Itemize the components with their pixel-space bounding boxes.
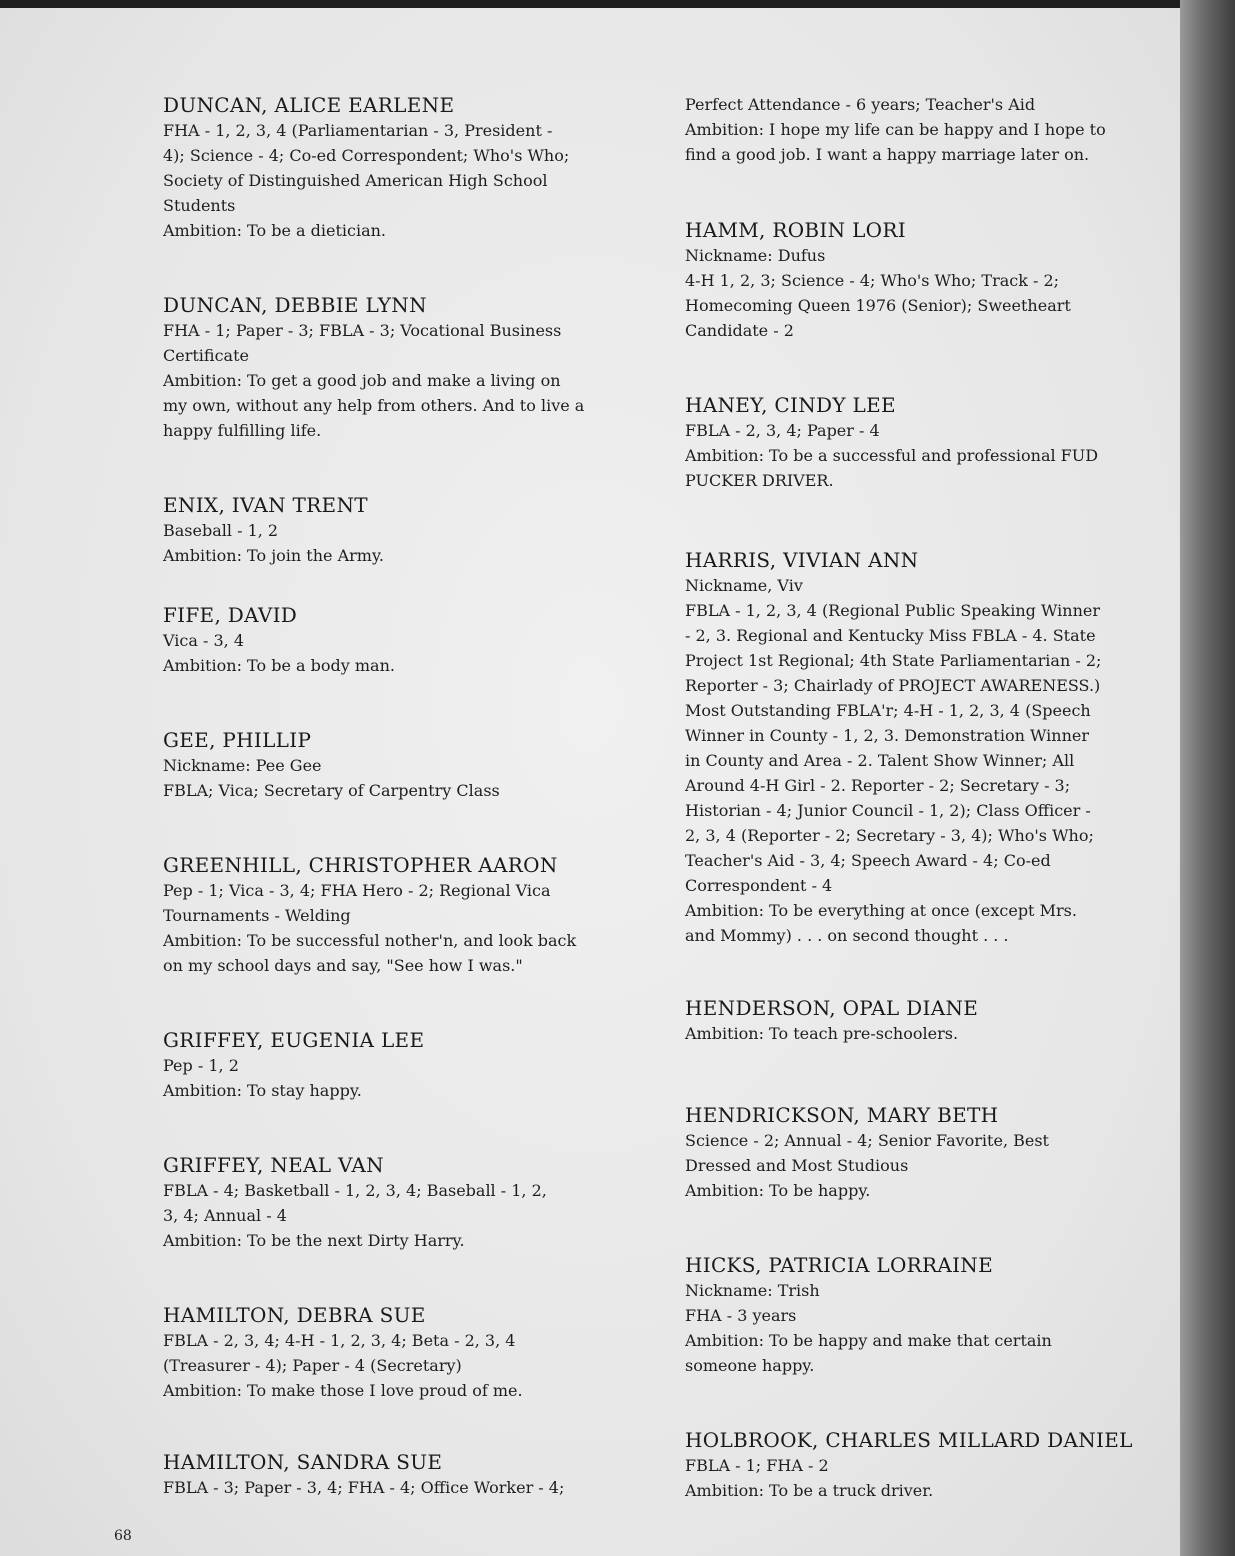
student-name: HANEY, CINDY LEE: [685, 393, 896, 417]
student-entry: [685, 1252, 1160, 1378]
student-detail-line: Ambition: To be a body man.: [163, 656, 395, 675]
student-entry: [685, 392, 1160, 493]
student-detail-line: on my school days and say, "See how I was.": [163, 956, 523, 975]
student-entry: [685, 1427, 1160, 1503]
student-name: HICKS, PATRICIA LORRAINE: [685, 1253, 994, 1277]
student-detail-line: someone happy.: [685, 1356, 815, 1375]
student-entry: [163, 292, 643, 443]
student-detail-line: FHA - 1, 2, 3, 4 (Parliamentarian - 3, President -: [163, 121, 553, 140]
student-detail-line: FBLA - 3; Paper - 3, 4; FHA - 4; Office Worker - 4;: [163, 1478, 565, 1497]
student-detail-line: Ambition: To be a successful and professional FUD: [685, 446, 1099, 465]
student-name: GRIFFEY, NEAL VAN: [163, 1153, 384, 1177]
student-name: HARRIS, VIVIAN ANN: [685, 548, 919, 572]
student-detail-line: FBLA - 1, 2, 3, 4 (Regional Public Speaking Winner: [685, 601, 1100, 620]
student-detail-line: (Treasurer - 4); Paper - 4 (Secretary): [163, 1356, 462, 1375]
student-entry: [685, 92, 1160, 167]
student-entry: [163, 1302, 643, 1403]
student-entry: [685, 995, 1160, 1046]
student-detail-line: 2, 3, 4 (Reporter - 2; Secretary - 3, 4); Who's Who;: [685, 826, 1094, 845]
student-detail-line: Ambition: To stay happy.: [163, 1081, 362, 1100]
student-name: HENDERSON, OPAL DIANE: [685, 996, 979, 1020]
student-detail-line: PUCKER DRIVER.: [685, 471, 834, 490]
student-detail-line: Homecoming Queen 1976 (Senior); Sweetheart: [685, 296, 1071, 315]
student-detail-line: - 2, 3. Regional and Kentucky Miss FBLA - 4. State: [685, 626, 1096, 645]
student-detail-line: 4); Science - 4; Co-ed Correspondent; Who's Who;: [163, 146, 570, 165]
student-detail-line: Candidate - 2: [685, 321, 794, 340]
scan-top-border: [0, 0, 1235, 8]
student-detail-line: Correspondent - 4: [685, 876, 833, 895]
student-detail-line: FBLA - 2, 3, 4; 4-H - 1, 2, 3, 4; Beta - 2, 3, 4: [163, 1331, 516, 1350]
student-detail-line: Ambition: To make those I love proud of me.: [163, 1381, 523, 1400]
student-detail-line: Pep - 1; Vica - 3, 4; FHA Hero - 2; Regional Vica: [163, 881, 551, 900]
student-entry: [163, 1449, 643, 1500]
student-detail-line: Ambition: To get a good job and make a living on: [163, 371, 561, 390]
student-detail-line: Ambition: To be happy.: [685, 1181, 871, 1200]
student-detail-line: Ambition: I hope my life can be happy and I hope to: [685, 120, 1106, 139]
student-detail-line: happy fulfilling life.: [163, 421, 322, 440]
student-detail-line: Reporter - 3; Chairlady of PROJECT AWARENESS.): [685, 676, 1101, 695]
student-detail-line: FBLA; Vica; Secretary of Carpentry Class: [163, 781, 500, 800]
student-detail-line: Dressed and Most Studious: [685, 1156, 909, 1175]
student-detail-line: Most Outstanding FBLA'r; 4-H - 1, 2, 3, 4 (Speech: [685, 701, 1091, 720]
student-detail-line: Around 4-H Girl - 2. Reporter - 2; Secretary - 3;: [685, 776, 1071, 795]
page-binding-edge: [1180, 0, 1235, 1556]
student-detail-line: Society of Distinguished American High School: [163, 171, 548, 190]
student-detail-line: Nickname: Trish: [685, 1281, 820, 1300]
student-entry: [685, 1102, 1160, 1203]
student-name: FIFE, DAVID: [163, 603, 298, 627]
student-detail-line: Baseball - 1, 2: [163, 521, 279, 540]
student-entry: [163, 1152, 643, 1253]
student-entry: [163, 1027, 643, 1103]
student-name: DUNCAN, ALICE EARLENE: [163, 93, 455, 117]
student-detail-line: FHA - 3 years: [685, 1306, 797, 1325]
student-name: GREENHILL, CHRISTOPHER AARON: [163, 853, 558, 877]
student-detail-line: Project 1st Regional; 4th State Parliamentarian - 2;: [685, 651, 1102, 670]
student-entry: [685, 547, 1160, 948]
student-entry: [163, 602, 643, 678]
student-name: ENIX, IVAN TRENT: [163, 493, 368, 517]
student-detail-line: Perfect Attendance - 6 years; Teacher's Aid: [685, 95, 1036, 114]
student-name: DUNCAN, DEBBIE LYNN: [163, 293, 427, 317]
student-name: HAMM, ROBIN LORI: [685, 218, 906, 242]
student-detail-line: 3, 4; Annual - 4: [163, 1206, 287, 1225]
student-detail-line: Ambition: To join the Army.: [163, 546, 384, 565]
student-name: HAMILTON, DEBRA SUE: [163, 1303, 426, 1327]
student-detail-line: Tournaments - Welding: [163, 906, 351, 925]
student-detail-line: Ambition: To teach pre-schoolers.: [685, 1024, 959, 1043]
student-detail-line: Science - 2; Annual - 4; Senior Favorite, Best: [685, 1131, 1049, 1150]
student-detail-line: FBLA - 1; FHA - 2: [685, 1456, 829, 1475]
student-detail-line: Ambition: To be happy and make that certain: [685, 1331, 1052, 1350]
student-entry: [685, 217, 1160, 343]
student-name: GRIFFEY, EUGENIA LEE: [163, 1028, 425, 1052]
student-detail-line: Ambition: To be a truck driver.: [685, 1481, 934, 1500]
student-detail-line: and Mommy) . . . on second thought . . .: [685, 926, 1009, 945]
student-entry: [163, 727, 643, 803]
student-detail-line: Ambition: To be successful nother'n, and look back: [163, 931, 577, 950]
student-name: GEE, PHILLIP: [163, 728, 312, 752]
student-detail-line: my own, without any help from others. And to live a: [163, 396, 585, 415]
student-detail-line: FHA - 1; Paper - 3; FBLA - 3; Vocational Business: [163, 321, 562, 340]
student-detail-line: Ambition: To be a dietician.: [163, 221, 386, 240]
student-detail-line: Certificate: [163, 346, 249, 365]
student-entry: [163, 492, 643, 568]
student-detail-line: in County and Area - 2. Talent Show Winner; All: [685, 751, 1075, 770]
student-entry: [163, 852, 643, 978]
student-detail-line: Nickname: Dufus: [685, 246, 826, 265]
page-number: 68: [114, 1528, 132, 1544]
student-detail-line: FBLA - 2, 3, 4; Paper - 4: [685, 421, 880, 440]
student-detail-line: Winner in County - 1, 2, 3. Demonstration Winner: [685, 726, 1089, 745]
student-detail-line: Nickname, Viv: [685, 576, 803, 595]
student-entry: [163, 92, 643, 243]
student-detail-line: Ambition: To be the next Dirty Harry.: [163, 1231, 465, 1250]
student-name: HAMILTON, SANDRA SUE: [163, 1450, 443, 1474]
student-detail-line: find a good job. I want a happy marriage later on.: [685, 145, 1090, 164]
student-name: HENDRICKSON, MARY BETH: [685, 1103, 999, 1127]
student-detail-line: Ambition: To be everything at once (except Mrs.: [685, 901, 1077, 920]
student-detail-line: 4-H 1, 2, 3; Science - 4; Who's Who; Track - 2;: [685, 271, 1060, 290]
student-detail-line: Historian - 4; Junior Council - 1, 2); Class Officer -: [685, 801, 1091, 820]
student-detail-line: Vica - 3, 4: [163, 631, 244, 650]
student-detail-line: FBLA - 4; Basketball - 1, 2, 3, 4; Baseball - 1, 2,: [163, 1181, 547, 1200]
student-detail-line: Pep - 1, 2: [163, 1056, 239, 1075]
student-detail-line: Students: [163, 196, 236, 215]
student-detail-line: Nickname: Pee Gee: [163, 756, 322, 775]
yearbook-page: [0, 8, 1180, 1556]
student-name: HOLBROOK, CHARLES MILLARD DANIEL: [685, 1428, 1133, 1452]
student-detail-line: Teacher's Aid - 3, 4; Speech Award - 4; Co-ed: [685, 851, 1051, 870]
